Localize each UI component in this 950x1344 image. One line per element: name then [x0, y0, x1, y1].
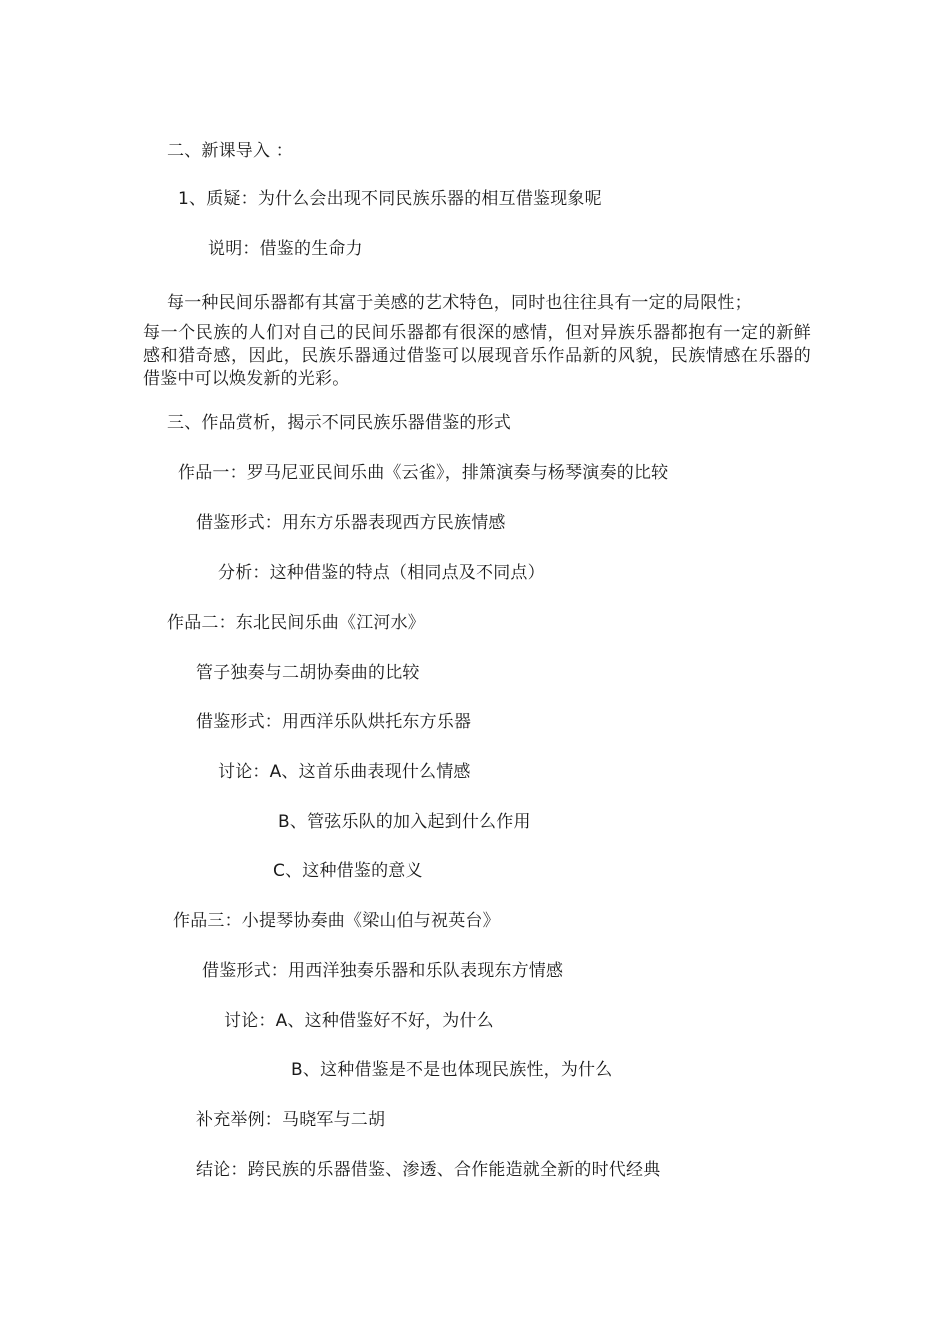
question-1: 1、质疑：为什么会出现不同民族乐器的相互借鉴现象呢	[178, 189, 602, 209]
section2-heading: 二、新课导入 ：	[167, 141, 294, 161]
work1-title: 作品一：罗马尼亚民间乐曲《云雀》，排箫演奏与杨琴演奏的比较	[178, 463, 669, 483]
paragraph-first-line: 每一种民间乐器都有其富于美感的艺术特色，同时也往往具有一定的局限性；	[167, 293, 752, 313]
explanation: 说明：借鉴的生命力	[208, 239, 363, 259]
work3-discuss-a: 讨论：A、这种借鉴好不好，为什么	[224, 1011, 494, 1031]
work1-analysis: 分析：这种借鉴的特点（相同点及不同点）	[218, 563, 545, 583]
work3-form: 借鉴形式：用西洋独奏乐器和乐队表现东方情感	[202, 961, 564, 981]
section3-heading: 三、作品赏析，揭示不同民族乐器借鉴的形式	[167, 413, 511, 433]
supplement-example: 补充举例：马晓军与二胡	[196, 1110, 386, 1130]
work3-discuss-b: B、这种借鉴是不是也体现民族性，为什么	[291, 1060, 613, 1080]
work2-form: 借鉴形式：用西洋乐队烘托东方乐器	[196, 712, 472, 732]
paragraph-body: 每一个民族的人们对自己的民间乐器都有很深的感情，但对异族乐器都抱有一定的新鲜感和猎奇感，因此，民族乐器通过借鉴可以展现音乐作品新的风貌，民族情感在乐器的借鉴中可以焕发新的光彩。	[143, 323, 811, 389]
work2-compare: 管子独奏与二胡协奏曲的比较	[196, 663, 420, 683]
work3-title: 作品三：小提琴协奏曲《梁山伯与祝英台》	[173, 911, 500, 931]
work2-discuss-b: B、管弦乐队的加入起到什么作用	[278, 812, 531, 832]
work2-title: 作品二：东北民间乐曲《江河水》	[167, 613, 425, 633]
conclusion: 结论：跨民族的乐器借鉴、渗透、合作能造就全新的时代经典	[196, 1160, 661, 1180]
work2-discuss-c: C、这种借鉴的意义	[273, 861, 423, 881]
work1-form: 借鉴形式：用东方乐器表现西方民族情感	[196, 513, 506, 533]
work2-discuss-a: 讨论：A、这首乐曲表现什么情感	[218, 762, 471, 782]
